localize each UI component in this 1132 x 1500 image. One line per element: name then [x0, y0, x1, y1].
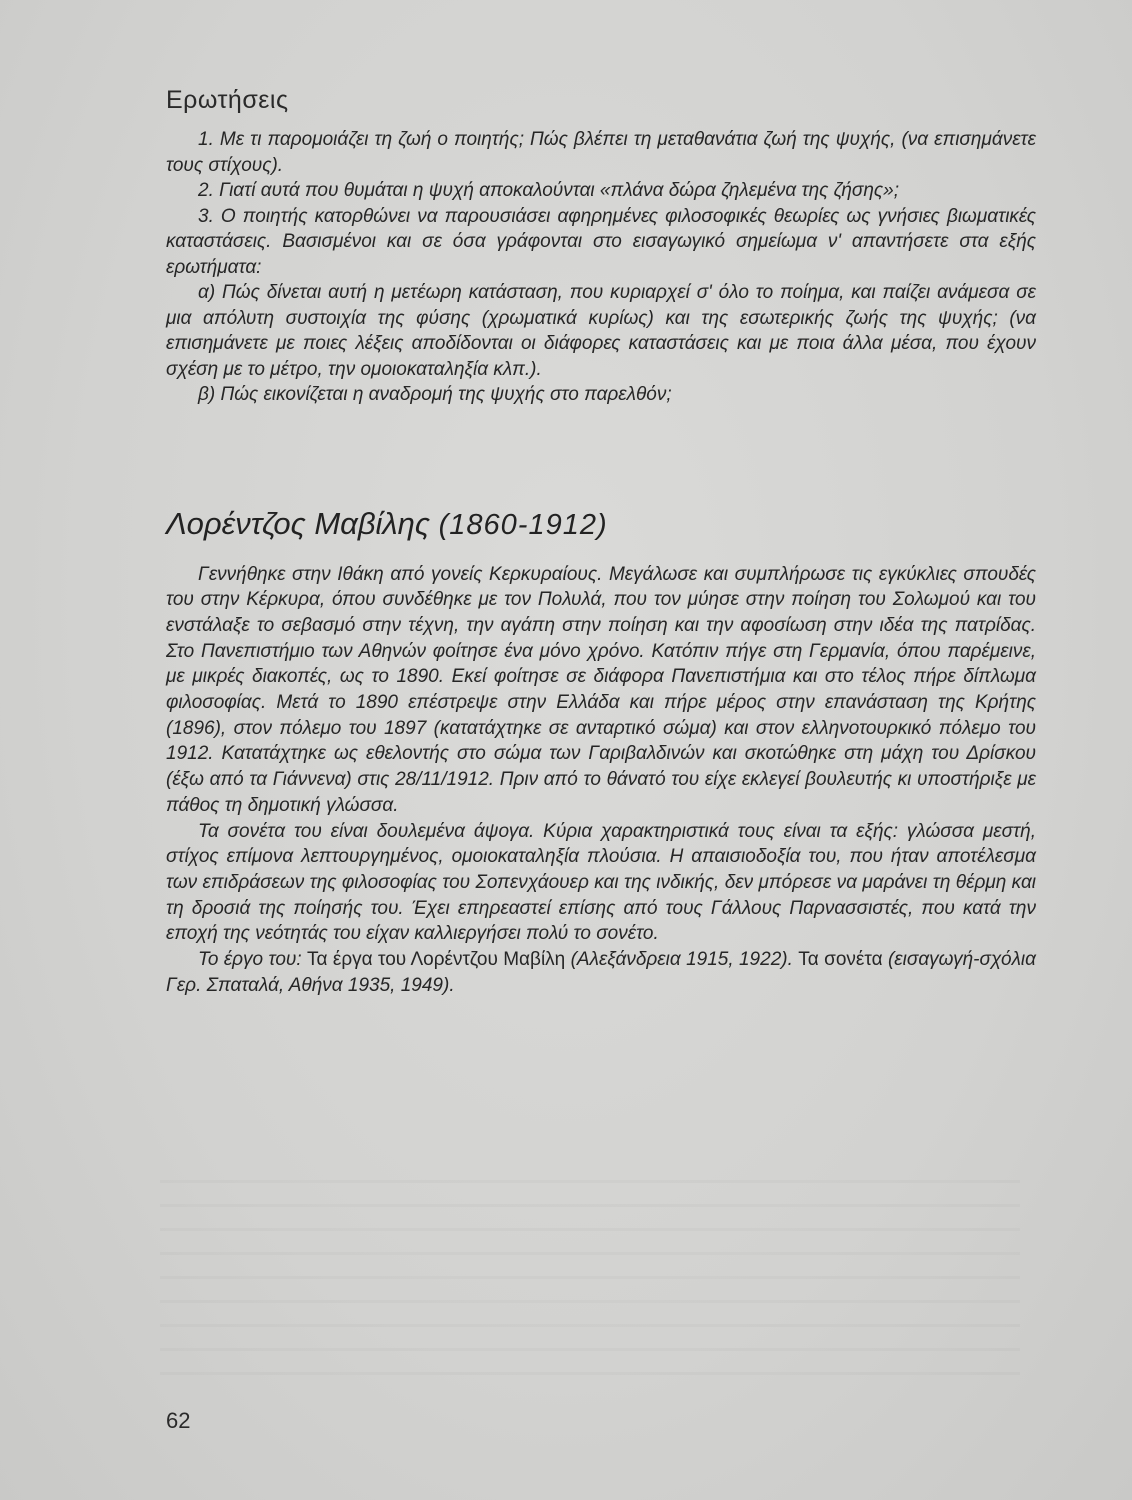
- page-content: [166, 86, 1036, 998]
- author-dates: (1860-1912): [438, 508, 608, 541]
- questions-heading: Ερωτήσεις: [166, 86, 289, 114]
- question-3: 3. Ο ποιητής κατορθώνει να παρουσιάσει αφηρημένες φιλοσοφικές θεωρίες ως γνήσιες βιωματικές καταστάσεις. Βασισμένοι και σε όσα γράφονται στο εισαγωγικό σημείωμα ν' απαντήσετε στα εξής ερωτήματα:: [166, 205, 1036, 278]
- bleed-through-text: [160, 1180, 1020, 1380]
- question-3a: α) Πώς δίνεται αυτή η μετέωρη κατάσταση, που κυριαρχεί σ' όλο το ποίημα, και παίζει ανάμεσα σε μια απόλυτη συστοιχία της φύσης (χρωματικά κυρίως) και της εσωτερικής ζωής της ψυχής; (να επισημάνετε με ποιες λέξεις αποδίδονται οι διάφορες καταστάσεις και με ποια άλλα μέσα, που έχουν σχέση με το μέτρο, την ομοιοκαταληξία κλπ.).: [166, 282, 1036, 380]
- question-2: 2. Γιατί αυτά που θυμάται η ψυχή αποκαλούνται «πλάνα δώρα ζηλεμένα της ζήσης»;: [198, 180, 900, 201]
- author-name: Λορέντζος Μαβίλης: [166, 505, 430, 541]
- works-title-1: Τα έργα του Λορέντζου Μαβίλη: [306, 949, 566, 971]
- question-1: 1. Με τι παρομοιάζει τη ζωή ο ποιητής; Πώς βλέπει τη μεταθανάτια ζωή της ψυχής, (να επισημάνετε τους στίχους).: [166, 129, 1036, 176]
- works-publication-2: (εισαγωγή-σχόλια Γερ. Σπαταλά, Αθήνα 1935, 1949).: [166, 949, 1036, 996]
- page-number: 62: [166, 1408, 191, 1433]
- bio-paragraph-2: Τα σονέτα του είναι δουλεμένα άψογα. Κύρια χαρακτηριστικά τους είναι τα εξής: γλώσσα μεστή, στίχος επίμονα λεπτουργημένος, ομοιοκαταληξία πλούσια. Η απαισιοδοξία του, που ήταν αποτέλεσμα των επιδράσεων της φιλοσοφίας του Σοπενχάουερ και της ινδικής, δεν μπόρεσε να μαράνει τη θέρμη και τη δροσιά της ποίησής του. Έχει επηρεαστεί επίσης από τους Γάλλους Παρνασσιστές, που κατά την εποχή της νεότητάς του είχαν καλλιεργήσει πολύ το σονέτο.: [166, 820, 1036, 945]
- works-publication-1: (Αλεξάνδρεια 1915, 1922).: [570, 949, 793, 971]
- bio-works: [166, 947, 1036, 998]
- works-label: Το έργο του:: [198, 949, 302, 971]
- works-title-2: Τα σονέτα: [798, 949, 883, 971]
- question-3b: β) Πώς εικονίζεται η αναδρομή της ψυχής στο παρελθόν;: [198, 384, 672, 405]
- author-heading: [166, 506, 1036, 542]
- bio-paragraph-1: Γεννήθηκε στην Ιθάκη από γονείς Κερκυραίους. Μεγάλωσε και συμπλήρωσε τις εγκύκλιες σπουδές του στην Κέρκυρα, όπου συνδέθηκε με τον Πολυλά, που τον μύησε στην ποίηση του Σολωμού και του ενστάλαξε το σεβασμό στην τέχνη, την αγάπη στην ποίηση και την αφοσίωση στην ιδέα της πατρίδας. Στο Πανεπιστήμιο των Αθηνών φοίτησε ένα μόνο χρόνο. Κατόπιν πήγε στη Γερμανία, όπου παρέμεινε, με μικρές διακοπές, ως το 1890. Εκεί φοίτησε σε διάφορα Πανεπιστήμια και στο τέλος πήρε δίπλωμα φιλοσοφίας. Μετά το 1890 επέστρεψε στην Ελλάδα και πήρε μέρος στην επανάσταση της Κρήτης (1896), στον πόλεμο του 1897 (κατατάχτηκε σε ανταρτικό σώμα) και στον ελληνοτουρκικό πόλεμο του 1912. Κατατάχτηκε ως εθελοντής στο σώμα των Γαριβαλδινών και σκοτώθηκε στη μάχη του Δρίσκου (έξω από τα Γιάννενα) στις 28/11/1912. Πριν από το θάνατό του είχε εκλεγεί βουλευτής κι υποστήριξε με πάθος τη δημοτική γλώσσα.: [166, 563, 1036, 816]
